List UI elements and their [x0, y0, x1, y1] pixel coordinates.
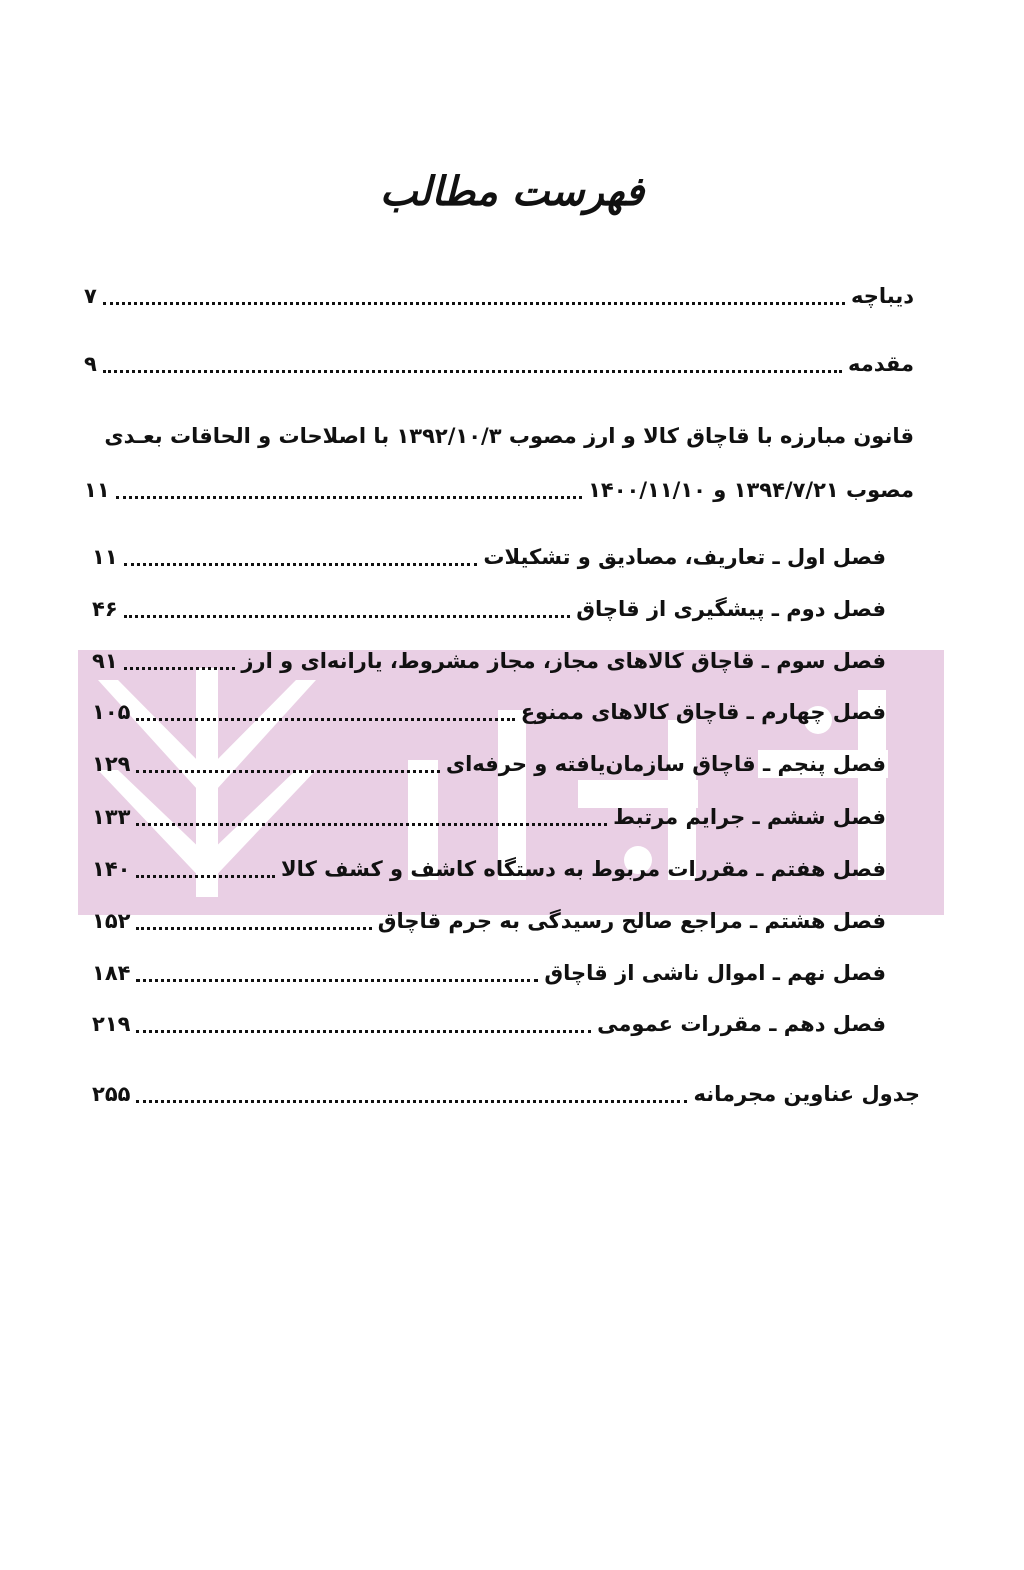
entry-label: فصل دوم ـ پیشگیری از قاچاق — [576, 597, 886, 621]
entry-page-number: ۱۵۲ — [92, 909, 131, 933]
entry-label: فصل نهم ـ اموال ناشی از قاچاق — [544, 961, 886, 985]
toc-entry-chapter-7[interactable] — [92, 857, 886, 881]
entry-label: فصل ششم ـ جرایم مرتبط — [613, 805, 886, 829]
toc-entry-offense-table[interactable] — [92, 1082, 920, 1106]
entry-page-number: ۱۱ — [84, 478, 110, 502]
entry-page-number: ۴۶ — [92, 597, 118, 621]
entry-label: فصل سوم ـ قاچاق کالاهای مجاز، مجاز مشروط، یارانه‌ای و ارز — [241, 649, 886, 673]
entry-page-number: ۱۰۵ — [92, 700, 131, 724]
entry-label: فصل دهم ـ مقررات عمومی — [597, 1012, 886, 1036]
toc-entry-preface[interactable] — [84, 284, 914, 308]
toc-entry-chapter-3[interactable] — [92, 649, 886, 673]
entry-label: فصل هفتم ـ مقررات مربوط به دستگاه کاشف و کشف کالا — [281, 857, 886, 881]
page-title: فهرست مطالب — [379, 168, 645, 215]
toc-entry-chapter-4[interactable] — [92, 700, 886, 724]
toc-entry-chapter-9[interactable] — [92, 961, 886, 985]
dot-leader — [124, 615, 571, 618]
entry-page-number: ۲۱۹ — [92, 1012, 131, 1036]
toc-entry-chapter-2[interactable] — [92, 597, 886, 621]
entry-page-number: ۹۱ — [92, 649, 118, 673]
dot-leader — [116, 496, 582, 499]
dot-leader — [136, 823, 607, 826]
toc-entry-chapter-6[interactable] — [92, 805, 886, 829]
entry-label: فصل پنجم ـ قاچاق سازمان‌یافته و حرفه‌ای — [445, 752, 886, 776]
dot-leader — [136, 1100, 687, 1103]
toc-entry-chapter-8[interactable] — [92, 909, 886, 933]
dot-leader — [103, 370, 842, 373]
dot-leader — [124, 667, 236, 670]
entry-page-number: ۱۸۴ — [92, 961, 131, 985]
entry-page-number: ۲۵۵ — [92, 1082, 131, 1106]
dot-leader — [136, 1030, 591, 1033]
dot-leader — [136, 875, 275, 878]
toc-entry-law-title[interactable]: قانون مبارزه با قاچاق کالا و ارز مصوب ۱۳۹۲/۱۰/۳ با اصلاحات و الحاقات بعـدی — [104, 424, 914, 448]
entry-label: مقدمه — [848, 352, 914, 376]
entry-page-number: ۱۴۰ — [92, 857, 131, 881]
toc-entry-chapter-1[interactable] — [92, 545, 886, 569]
entry-label: فصل هشتم ـ مراجع صالح رسیدگی به جرم قاچاق — [377, 909, 886, 933]
entry-label: فصل اول ـ تعاریف، مصادیق و تشکیلات — [483, 545, 886, 569]
toc-entry-chapter-5[interactable] — [92, 752, 886, 776]
toc-entry-introduction[interactable] — [84, 352, 914, 376]
entry-page-number: ۷ — [84, 284, 97, 308]
dot-leader — [136, 979, 538, 982]
entry-label: مصوب ۱۳۹۴/۷/۲۱ و ۱۴۰۰/۱۱/۱۰ — [588, 478, 914, 502]
dot-leader — [124, 563, 478, 566]
dot-leader — [136, 718, 514, 721]
entry-page-number: ۱۲۹ — [92, 752, 131, 776]
dot-leader — [136, 770, 439, 773]
dot-leader — [136, 927, 371, 930]
dot-leader — [103, 302, 845, 305]
entry-page-number: ۹ — [84, 352, 97, 376]
entry-page-number: ۱۱ — [92, 545, 118, 569]
entry-page-number: ۱۳۳ — [92, 805, 131, 829]
toc-entry-chapter-10[interactable] — [92, 1012, 886, 1036]
entry-label: جدول عناوین مجرمانه — [693, 1082, 920, 1106]
toc-entry-law-approval[interactable] — [84, 478, 914, 502]
entry-label: فصل چهارم ـ قاچاق کالاهای ممنوع — [520, 700, 886, 724]
entry-label: دیباچه — [851, 284, 914, 308]
